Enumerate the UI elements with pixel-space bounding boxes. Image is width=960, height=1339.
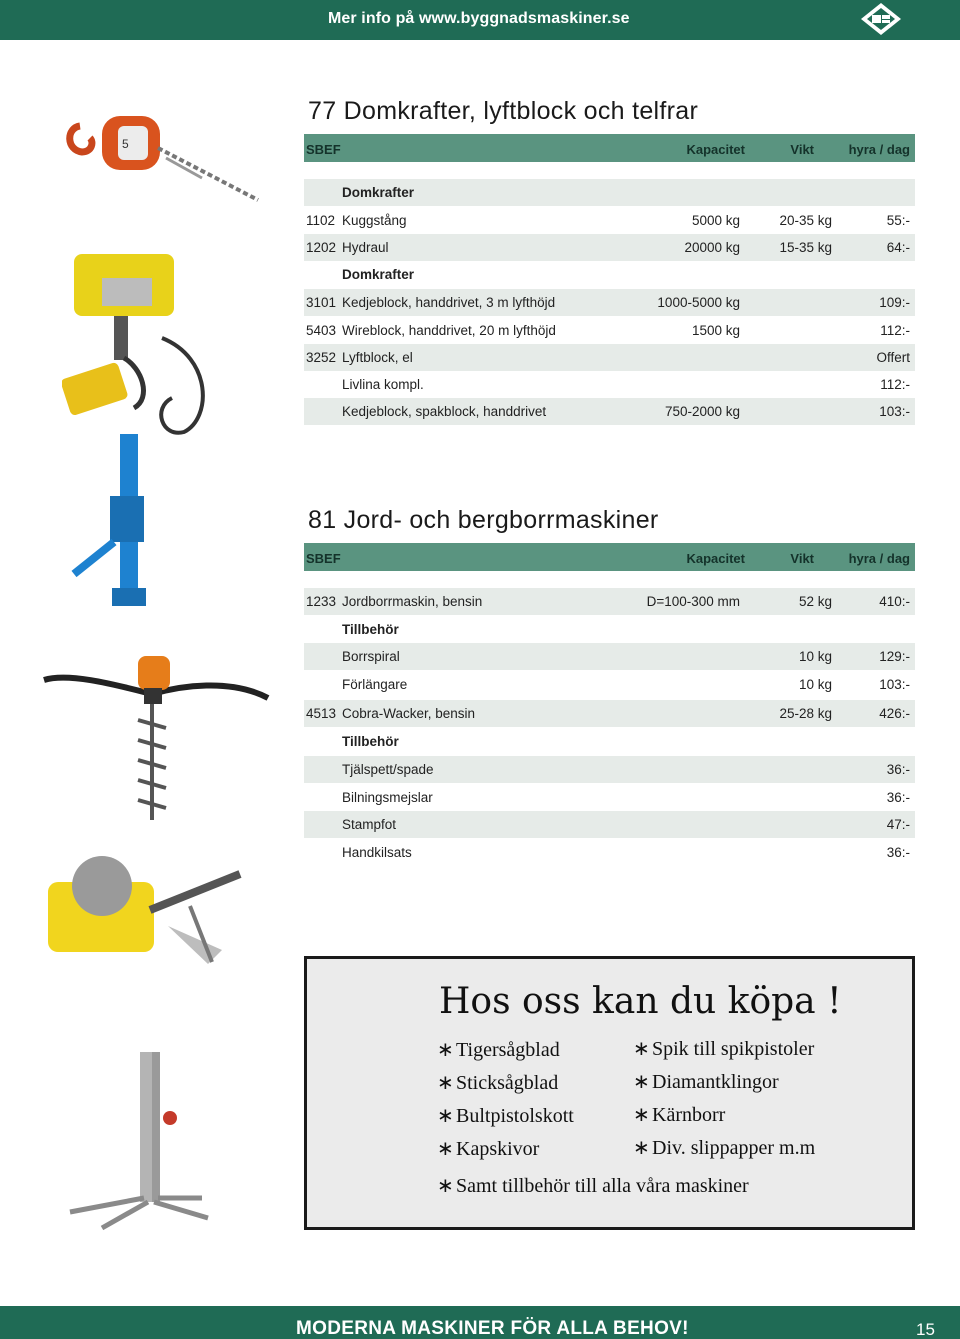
col-sbef: SBEF (306, 551, 341, 566)
table-row (304, 344, 915, 371)
cobra-wacker-image (40, 846, 250, 970)
table-header (304, 134, 915, 162)
row-name: Kedjeblock, spakblock, handdrivet (342, 404, 547, 419)
row-vikt: 15-35 kg (779, 240, 832, 255)
row-hyra: 112:- (880, 323, 910, 338)
row-name: Domkrafter (342, 185, 415, 200)
table-row (304, 234, 915, 261)
svg-text:5: 5 (122, 137, 129, 151)
table-row (304, 616, 915, 643)
table-row (304, 671, 915, 698)
footer-slogan: MODERNA MASKINER FÖR ALLA BEHOV! (296, 1318, 689, 1339)
row-hyra: 129:- (879, 649, 910, 664)
row-hyra: 410:- (879, 594, 910, 609)
row-name: Bilningsmejslar (342, 790, 433, 805)
row-vikt: 52 kg (798, 594, 832, 609)
promo-item: ∗ Spik till spikpistoler (633, 1038, 815, 1060)
table-row (304, 207, 915, 234)
row-hyra: 36:- (886, 845, 910, 860)
table-row (304, 317, 915, 344)
row-name: Stampfot (342, 817, 397, 832)
row-hyra: 64:- (886, 240, 910, 255)
row-name: Lyftblock, el (342, 350, 413, 365)
earth-auger-image (40, 650, 272, 822)
row-name: Livlina kompl. (342, 377, 424, 392)
promo-box (304, 956, 915, 1230)
section-title-borrmaskiner: 81 Jord- och bergborrmaskiner (308, 506, 659, 534)
table-row (304, 179, 915, 206)
row-hyra: 36:- (886, 762, 910, 777)
page-number: 15 (916, 1320, 935, 1339)
promo-item-bottom: ∗ Samt tillbehör till alla våra maskiner (437, 1175, 749, 1197)
row-hyra: 109:- (879, 295, 910, 310)
col-sbef: SBEF (306, 142, 341, 157)
row-name: Handkilsats (342, 845, 412, 860)
row-code: 4513 (306, 706, 337, 721)
row-kapacitet: D=100-300 mm (646, 594, 740, 609)
table-row (304, 643, 915, 670)
promo-item: ∗ Tigersågblad (437, 1039, 560, 1061)
site-link[interactable]: Mer info på www.byggnadsmaskiner.se (328, 10, 630, 27)
row-vikt: 10 kg (798, 649, 832, 664)
row-kapacitet: 1500 kg (691, 323, 740, 338)
table-row (304, 784, 915, 811)
col-vikt: Vikt (790, 142, 814, 157)
row-name: Tjälspett/spade (342, 762, 434, 777)
rack-jack-image (62, 432, 174, 612)
row-code: 3252 (306, 350, 337, 365)
row-code: 1233 (306, 594, 337, 609)
table-row (304, 839, 915, 866)
top-bar (0, 0, 960, 40)
row-name: Kuggstång (342, 213, 407, 228)
row-hyra: Offert (876, 350, 910, 365)
row-kapacitet: 5000 kg (691, 213, 740, 228)
row-name: Hydraul (342, 240, 389, 255)
table-row (304, 811, 915, 838)
row-code: 1102 (306, 213, 336, 228)
row-vikt: 10 kg (798, 677, 832, 692)
col-kapacitet: Kapacitet (686, 142, 745, 157)
row-kapacitet: 1000-5000 kg (657, 295, 740, 310)
row-name: Wireblock, handdrivet, 20 m lyfthöjd (342, 323, 556, 338)
chain-hoist-image (62, 108, 262, 208)
row-hyra: 55:- (886, 213, 910, 228)
row-name: Borrspiral (342, 649, 400, 664)
promo-item: ∗ Kärnborr (633, 1104, 726, 1126)
table-row (304, 398, 915, 425)
promo-item: ∗ Kapskivor (437, 1138, 540, 1160)
row-name: Kedjeblock, handdrivet, 3 m lyfthöjd (342, 295, 556, 310)
material-lift-image (62, 1048, 212, 1232)
table-row (304, 289, 915, 316)
table-header (304, 543, 915, 571)
promo-item: ∗ Div. slippapper m.m (633, 1137, 816, 1159)
promo-item: ∗ Bultpistolskott (437, 1105, 574, 1127)
row-hyra: 103:- (879, 404, 910, 419)
row-vikt: 20-35 kg (779, 213, 832, 228)
row-hyra: 112:- (880, 377, 910, 392)
table-row (304, 728, 915, 755)
promo-item: ∗ Sticksågblad (437, 1072, 559, 1094)
col-vikt: Vikt (790, 551, 814, 566)
row-name: Tillbehör (342, 622, 399, 637)
row-name: Domkrafter (342, 267, 415, 282)
row-hyra: 47:- (886, 817, 910, 832)
row-name: Cobra-Wacker, bensin (342, 706, 476, 721)
col-hyra: hyra / dag (848, 551, 910, 566)
table-row (304, 261, 915, 288)
row-hyra: 426:- (879, 706, 910, 721)
section-title-domkrafter: 77 Domkrafter, lyftblock och telfrar (308, 97, 699, 125)
table-row (304, 371, 915, 398)
promo-item: ∗ Diamantklingor (633, 1071, 779, 1093)
row-hyra: 36:- (886, 790, 910, 805)
row-code: 5403 (306, 323, 337, 338)
table-row (304, 700, 915, 727)
row-kapacitet: 750-2000 kg (664, 404, 740, 419)
row-code: 1202 (306, 240, 337, 255)
col-kapacitet: Kapacitet (686, 551, 745, 566)
row-code: 3101 (306, 295, 337, 310)
row-hyra: 103:- (879, 677, 910, 692)
row-name: Tillbehör (342, 734, 399, 749)
row-vikt: 25-28 kg (779, 706, 832, 721)
bottom-bar (0, 1306, 960, 1339)
row-name: Förlängare (342, 677, 408, 692)
row-kapacitet: 20000 kg (684, 240, 740, 255)
table-row (304, 756, 915, 783)
promo-title: Hos oss kan du köpa ! (439, 981, 842, 1022)
table-row (304, 588, 915, 615)
row-name: Jordborrmaskin, bensin (342, 594, 483, 609)
company-logo-icon (860, 2, 902, 36)
electric-hoist-image (62, 248, 214, 436)
col-hyra: hyra / dag (848, 142, 910, 157)
